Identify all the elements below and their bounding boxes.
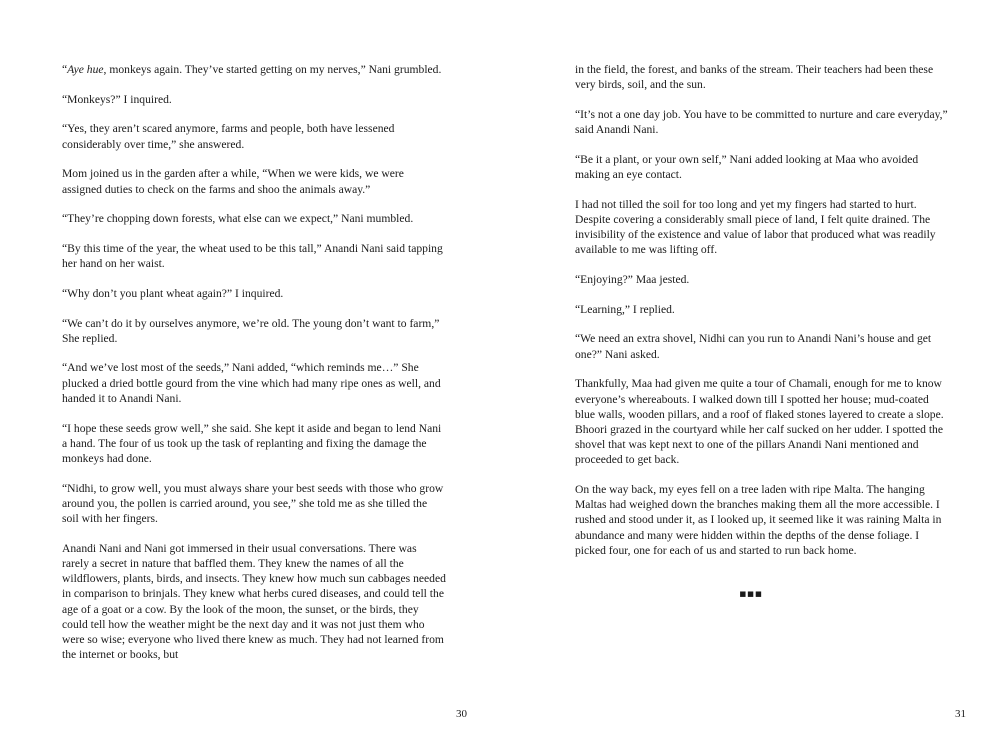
paragraph: “Enjoying?” Maa jested. [575,273,690,287]
page-number: 31 [955,708,966,720]
paragraph: “Nidhi, to grow well, you must always share your best seeds with those who grow around you, the pollen is carried around, you see,” she told me as she tilled the soil with her fingers. [62,481,444,526]
paragraph: I had not tilled the soil for too long and yet my fingers had started to hurt. Despite covering a considerably small piece of land, I felt quite drained. The invisibility of the existence and value of labor that produced what was readily available to me was lifting off. [575,197,936,257]
italic-phrase: Aye hue [67,63,104,76]
paragraph: “And we’ve lost most of the seeds,” Nani added, “which reminds me…” She plucked a dried bottle gourd from the vine which had many ripe ones as well, and handed it to Anandi Nani. [62,361,441,405]
paragraph: “They’re chopping down forests, what else can we expect,” Nani mumbled. [62,212,414,226]
paragraph: “Why don’t you plant wheat again?” I inquired. [62,286,284,300]
paragraph: “We need an extra shovel, Nidhi can you run to Anandi Nani’s house and get one?” Nani asked. [575,332,932,361]
paragraph: On the way back, my eyes fell on a tree laden with ripe Malta. The hanging Maltas had weighed down the branches making them all the more accessible. I rushed and stood under it, as I looked up, it seemed like it was raining Malta in abundance and many were hidden within the depths of the dense foliage. I picked four, one for each of us and started to run back home. [575,483,942,557]
paragraph: “Aye hue, monkeys again. They’ve started getting on my nerves,” Nani grumbled. [62,63,442,76]
paragraph: “I hope these seeds grow well,” she said. She kept it aside and began to lend Nani a hand. The four of us took up the task of replanting and fixing the damage the monkeys had done. [62,421,442,465]
paragraph: “It’s not a one day job. You have to be committed to nurture and care everyday,” said Anandi Nani. [575,107,948,137]
right-page-text [575,62,951,573]
paragraph: Anandi Nani and Nani got immersed in their usual conversations. There was rarely a secret in nature that baffled them. They knew the names of all the wildflowers, plants, birds, and insects. They knew how much sun cabbages needed in comparison to brinjals. They knew what herbs cured diseases, and could tell the age of a goat or a cow. By the look of the moon, the sunset, or the birds, they could tell how the weather might be the next day and it was not just them who were so wise; everyone who lived there knew as much. They had not learned from the internet or books, but [62,541,446,662]
paragraph: “Monkeys?” I inquired. [62,92,172,106]
right-page [500,0,1000,750]
paragraph: “We can’t do it by ourselves anymore, we’re old. The young don’t want to farm,” She replied. [62,316,440,345]
page-number: 30 [456,708,467,720]
paragraph: Mom joined us in the garden after a while, “When we were kids, we were assigned duties to check on the farms and shoo the animals away.” [62,167,404,196]
paragraph: “Yes, they aren’t scared anymore, farms and people, both have lessened considerably over time,” she answered. [62,122,395,151]
left-page-text [62,62,446,677]
paragraph: “By this time of the year, the wheat used to be this tall,” Anandi Nani said tapping her hand on her waist. [62,241,443,271]
paragraph: in the field, the forest, and banks of the stream. Their teachers had been these very birds, soil, and the sun. [575,63,934,92]
paragraph: “Learning,” I replied. [575,302,675,316]
paragraph: Thankfully, Maa had given me quite a tour of Chamali, enough for me to know everyone’s whereabouts. I walked down till I spotted her house; mud-coated blue walls, wooden pillars, and a roof of flaked stones layered to create a slope. Bhoori grazed in the courtyard while her calf sucked on her udder. I spotted the shovel that was kept next to one of the pillars Anandi Nani mentioned and proceeded to get back. [575,377,944,467]
scene-break-ornament: ▪▪▪ [739,581,763,606]
paragraph: “Be it a plant, or your own self,” Nani added looking at Maa who avoided making an eye contact. [575,152,919,182]
